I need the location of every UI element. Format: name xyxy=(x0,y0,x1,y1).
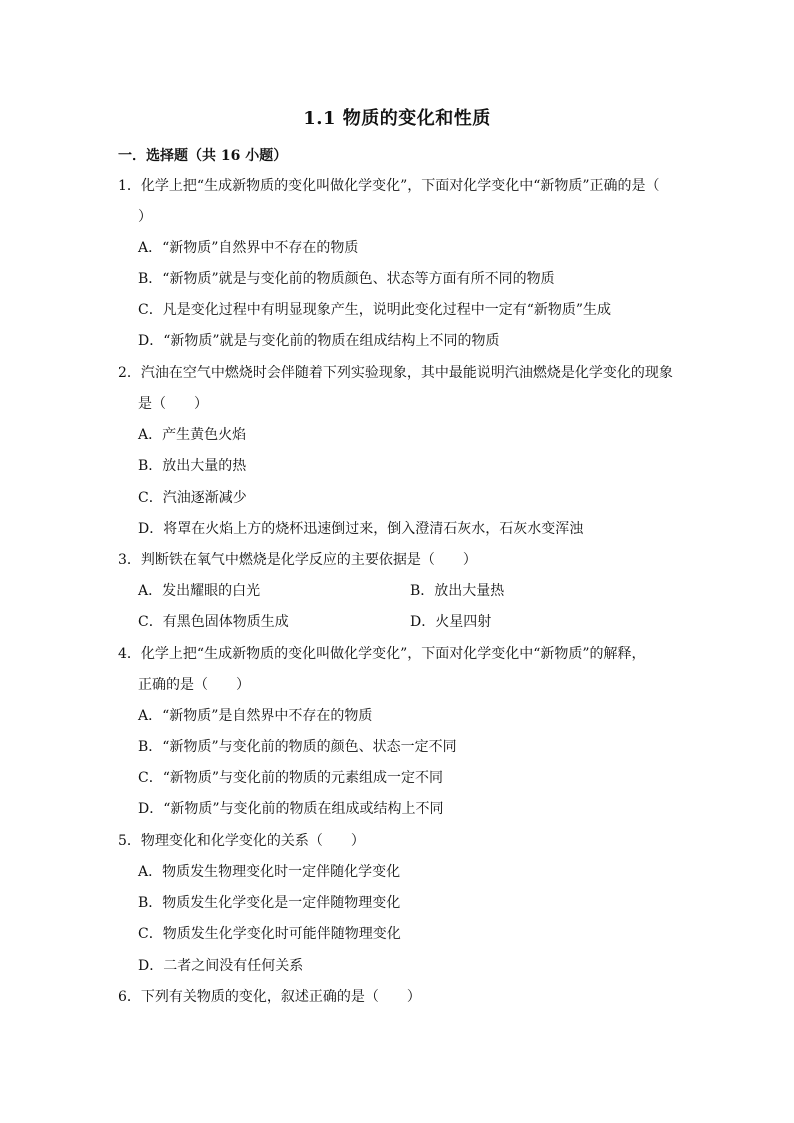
question-1-stem: 1．化学上把“生成新物质的变化叫做化学变化”，下面对化学变化中“新物质”正确的是（ xyxy=(118,178,660,194)
question-5-option-a: A．物质发生物理变化时一定伴随化学变化 xyxy=(138,864,401,880)
question-4-option-b: B．“新物质”与变化前的物质的颜色、状态一定不同 xyxy=(138,739,457,755)
question-1-stem-continued: ） xyxy=(138,209,152,225)
question-4-option-d: D．“新物质”与变化前的物质在组成或结构上不同 xyxy=(138,801,444,817)
question-1-option-d: D．“新物质”就是与变化前的物质在组成结构上不同的物质 xyxy=(138,333,500,349)
question-3-option-c: C．有黑色固体物质生成 xyxy=(138,614,289,630)
page-title: 1.1 物质的变化和性质 xyxy=(303,108,491,129)
question-6-stem: 6．下列有关物质的变化，叙述正确的是（ ） xyxy=(118,989,421,1005)
question-5-option-c: C．物质发生化学变化时可能伴随物理变化 xyxy=(138,926,401,942)
question-2-stem: 2．汽油在空气中燃烧时会伴随着下列实验现象，其中最能说明汽油燃烧是化学变化的现象 xyxy=(118,365,673,381)
question-3-option-d: D．火星四射 xyxy=(410,614,492,630)
question-2-option-d: D．将罩在火焰上方的烧杯迅速倒过来，倒入澄清石灰水，石灰水变浑浊 xyxy=(138,521,584,537)
question-1-option-a: A．“新物质”自然界中不存在的物质 xyxy=(138,240,359,256)
question-4-option-c: C．“新物质”与变化前的物质的元素组成一定不同 xyxy=(138,770,444,786)
question-3-option-a: A．发出耀眼的白光 xyxy=(138,583,261,599)
question-2-option-a: A．产生黄色火焰 xyxy=(138,427,247,443)
question-5-stem: 5．物理变化和化学变化的关系（ ） xyxy=(118,833,365,849)
question-4-stem-continued: 正确的是（ ） xyxy=(138,677,250,693)
question-4-option-a: A．“新物质”是自然界中不存在的物质 xyxy=(138,708,373,724)
question-2-option-c: C．汽油逐渐减少 xyxy=(138,490,247,506)
question-1-option-c: C．凡是变化过程中有明显现象产生，说明此变化过程中一定有“新物质”生成 xyxy=(138,302,612,318)
question-1-option-b: B．“新物质”就是与变化前的物质颜色、状态等方面有所不同的物质 xyxy=(138,271,555,287)
question-3-stem: 3．判断铁在氧气中燃烧是化学反应的主要依据是（ ） xyxy=(118,552,477,568)
question-2-option-b: B．放出大量的热 xyxy=(138,458,247,474)
question-4-stem: 4．化学上把“生成新物质的变化叫做化学变化”，下面对化学变化中“新物质”的解释， xyxy=(118,646,646,662)
question-2-stem-continued: 是（ ） xyxy=(138,396,208,412)
question-5-option-d: D．二者之间没有任何关系 xyxy=(138,958,304,974)
question-3-option-b: B．放出大量热 xyxy=(410,583,505,599)
question-5-option-b: B．物质发生化学变化是一定伴随物理变化 xyxy=(138,895,401,911)
section-heading: 一．选择题（共 16 小题） xyxy=(118,148,288,164)
